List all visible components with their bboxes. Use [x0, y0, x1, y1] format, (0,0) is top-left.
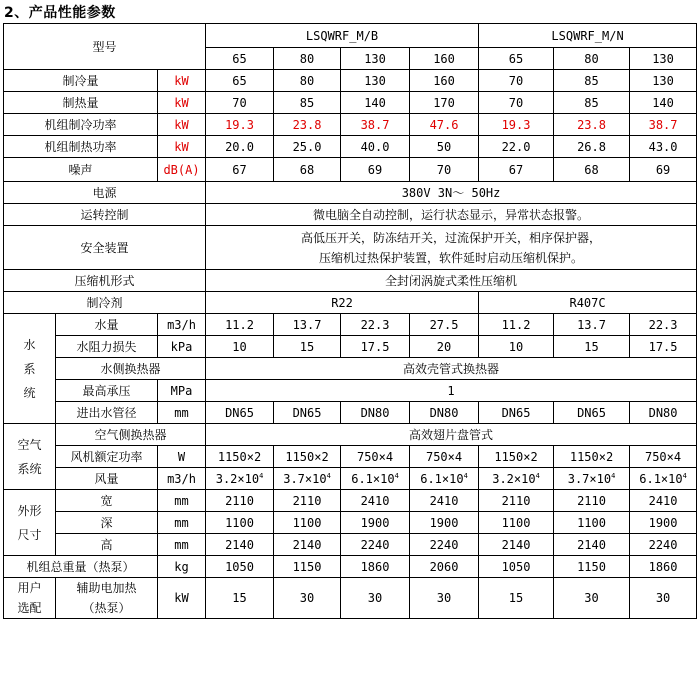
value-cell: 130 [341, 70, 410, 92]
group-line: 选配 [17, 601, 42, 615]
row-label: 机组制冷功率 [4, 114, 158, 136]
value-cell: 2240 [630, 534, 697, 556]
power-row [4, 182, 697, 204]
value-cell: 750×4 [630, 446, 697, 468]
unit-cell: kW [158, 92, 206, 114]
airflow-exp: 4 [535, 471, 540, 480]
value-cell: 2110 [206, 490, 274, 512]
value-cell: DN80 [341, 402, 410, 424]
value-cell: 13.7 [554, 314, 630, 336]
value-cell: 19.3 [206, 114, 274, 136]
pipe-row [4, 402, 697, 424]
unit-cell: MPa [158, 380, 206, 402]
value-cell: 11.2 [206, 314, 274, 336]
unit-cell: kPa [158, 336, 206, 358]
group-option [4, 578, 56, 619]
value-cell: 30 [410, 578, 479, 619]
value-wide: 高效壳管式换热器 [206, 358, 697, 380]
airflow-base: 3.7×10 [283, 471, 327, 486]
unit-cell: kW [158, 114, 206, 136]
value-cell: 1100 [274, 512, 341, 534]
spec-row [4, 136, 697, 158]
value-cell: 43.0 [630, 136, 697, 158]
value-cell [554, 468, 630, 490]
safety-line-1: 高低压开关，防冻结开关，过流保护开关，相序保护器， [301, 230, 602, 245]
unit-cell: kW [158, 70, 206, 92]
row-label: 风量 [56, 468, 158, 490]
value-cell: 1100 [554, 512, 630, 534]
airflow-base: 6.1×10 [639, 471, 683, 486]
airflow-base: 3.2×10 [492, 471, 536, 486]
value-cell: 750×4 [410, 446, 479, 468]
group-air [4, 424, 56, 490]
water-resist-row [4, 336, 697, 358]
row-label: 制冷剂 [4, 292, 206, 314]
value-cell: 10 [479, 336, 554, 358]
value-cell: 70 [479, 70, 554, 92]
compressor-row [4, 270, 697, 292]
value-cell: 22.3 [341, 314, 410, 336]
value-cell: 65 [206, 48, 274, 70]
airflow-exp: 4 [682, 471, 687, 480]
row-label: 制热量 [4, 92, 158, 114]
group-water [4, 314, 56, 424]
width-row [4, 490, 697, 512]
option-label-2: （热泵） [82, 601, 131, 615]
row-label: 运转控制 [4, 204, 206, 226]
value-cell: 38.7 [341, 114, 410, 136]
spec-row [4, 70, 697, 92]
model-mn: LSQWRF_M/N [479, 24, 697, 48]
row-label: 风机额定功率 [56, 446, 158, 468]
refrigerant-mb: R22 [206, 292, 479, 314]
group-line: 外形 [17, 503, 42, 518]
weight-row [4, 556, 697, 578]
value-cell: 23.8 [274, 114, 341, 136]
value-cell: 22.3 [630, 314, 697, 336]
value-cell: 140 [341, 92, 410, 114]
value-cell: 50 [410, 136, 479, 158]
unit-cell: kg [158, 556, 206, 578]
value-cell: 13.7 [274, 314, 341, 336]
value-cell: 15 [479, 578, 554, 619]
row-label: 高 [56, 534, 158, 556]
row-label: 宽 [56, 490, 158, 512]
value-cell: 26.8 [554, 136, 630, 158]
value-cell: 1150×2 [206, 446, 274, 468]
unit-cell: kW [158, 136, 206, 158]
unit-cell: mm [158, 512, 206, 534]
spec-row [4, 92, 697, 114]
header-row [4, 24, 697, 48]
row-label [56, 578, 158, 619]
value-cell: 2060 [410, 556, 479, 578]
unit-cell: m3/h [158, 314, 206, 336]
group-char: 统 [23, 385, 36, 400]
value-cell: 2110 [479, 490, 554, 512]
value-cell: 20.0 [206, 136, 274, 158]
value-cell: 1100 [206, 512, 274, 534]
value-cell: 2240 [341, 534, 410, 556]
value-cell [341, 468, 410, 490]
value-cell [410, 468, 479, 490]
row-label: 水侧换热器 [56, 358, 206, 380]
performance-table [3, 23, 697, 619]
value-wide: 高效翅片盘管式 [206, 424, 697, 446]
unit-cell: kW [158, 578, 206, 619]
value-cell: DN80 [410, 402, 479, 424]
row-label: 进出水管径 [56, 402, 158, 424]
value-wide: 1 [206, 380, 697, 402]
value-cell: 67 [206, 158, 274, 182]
value-cell: 15 [554, 336, 630, 358]
value-cell: DN65 [479, 402, 554, 424]
value-wide: 全封闭涡旋式柔性压缩机 [206, 270, 697, 292]
value-cell: 30 [341, 578, 410, 619]
group-dims [4, 490, 56, 556]
control-row [4, 204, 697, 226]
value-cell: 2140 [206, 534, 274, 556]
pressure-row [4, 380, 697, 402]
value-cell: 11.2 [479, 314, 554, 336]
row-label: 电源 [4, 182, 206, 204]
value-cell [206, 468, 274, 490]
airflow-row [4, 468, 697, 490]
value-cell: 2140 [479, 534, 554, 556]
group-line: 空气 [17, 437, 42, 452]
option-row [4, 578, 697, 619]
value-wide: 微电脑全自动控制，运行状态显示，异常状态报警。 [206, 204, 697, 226]
value-cell: 1860 [341, 556, 410, 578]
value-cell: 750×4 [341, 446, 410, 468]
value-cell: 1150×2 [554, 446, 630, 468]
value-cell: 1860 [630, 556, 697, 578]
airflow-exp: 4 [394, 471, 399, 480]
value-cell: 70 [206, 92, 274, 114]
value-cell: 38.7 [630, 114, 697, 136]
row-label: 安全装置 [4, 226, 206, 270]
value-wide: 380V 3N～ 50Hz [206, 182, 697, 204]
airflow-base: 6.1×10 [351, 471, 395, 486]
value-cell: 1050 [206, 556, 274, 578]
value-cell: 15 [206, 578, 274, 619]
value-cell: 2240 [410, 534, 479, 556]
water-exchanger-row [4, 358, 697, 380]
value-cell: 65 [479, 48, 554, 70]
unit-cell: W [158, 446, 206, 468]
fan-power-row [4, 446, 697, 468]
value-cell: 69 [630, 158, 697, 182]
value-cell: 2410 [410, 490, 479, 512]
value-cell: 70 [479, 92, 554, 114]
unit-cell: m3/h [158, 468, 206, 490]
row-label: 机组总重量（热泵） [4, 556, 158, 578]
row-label: 最高承压 [56, 380, 158, 402]
unit-cell: mm [158, 402, 206, 424]
value-cell: 17.5 [630, 336, 697, 358]
airflow-exp: 4 [326, 471, 331, 480]
value-cell: 1150×2 [274, 446, 341, 468]
value-cell: 1900 [410, 512, 479, 534]
value-cell [630, 468, 697, 490]
row-label: 制冷量 [4, 70, 158, 92]
spec-row [4, 114, 697, 136]
value-cell: 80 [274, 70, 341, 92]
value-cell: 140 [630, 92, 697, 114]
value-cell: 68 [274, 158, 341, 182]
airflow-exp: 4 [611, 471, 616, 480]
model-mb: LSQWRF_M/B [206, 24, 479, 48]
value-cell [274, 468, 341, 490]
value-cell: 20 [410, 336, 479, 358]
safety-row [4, 226, 697, 270]
value-cell: 23.8 [554, 114, 630, 136]
value-cell: 1100 [479, 512, 554, 534]
unit-cell: mm [158, 534, 206, 556]
model-label: 型号 [4, 24, 206, 70]
value-cell: 80 [274, 48, 341, 70]
value-cell: 160 [410, 70, 479, 92]
airflow-base: 3.2×10 [215, 471, 260, 486]
value-cell: 65 [206, 70, 274, 92]
value-cell: 1900 [341, 512, 410, 534]
row-label: 空气侧换热器 [56, 424, 206, 446]
row-label: 噪声 [4, 158, 158, 182]
row-label: 水量 [56, 314, 158, 336]
value-cell: DN80 [630, 402, 697, 424]
value-cell: 170 [410, 92, 479, 114]
row-label: 深 [56, 512, 158, 534]
section-heading: 2、产品性能参数 [4, 5, 116, 21]
value-cell: 70 [410, 158, 479, 182]
value-cell: 30 [554, 578, 630, 619]
height-row [4, 534, 697, 556]
airflow-exp: 4 [463, 471, 468, 480]
group-char: 水 [23, 337, 36, 352]
airflow-exp: 4 [259, 471, 264, 480]
value-cell: 2410 [341, 490, 410, 512]
value-cell: 27.5 [410, 314, 479, 336]
group-line: 系统 [17, 461, 42, 476]
value-cell: 1150 [554, 556, 630, 578]
value-cell: 19.3 [479, 114, 554, 136]
value-cell: 160 [410, 48, 479, 70]
row-label: 压缩机形式 [4, 270, 206, 292]
value-cell: 1050 [479, 556, 554, 578]
value-cell: 30 [274, 578, 341, 619]
spec-row [4, 158, 697, 182]
value-cell: 85 [554, 70, 630, 92]
value-cell: 80 [554, 48, 630, 70]
value-cell: 17.5 [341, 336, 410, 358]
value-cell: 69 [341, 158, 410, 182]
value-cell: 2110 [274, 490, 341, 512]
safety-line-2: 压缩机过热保护装置，软件延时启动压缩机保护。 [319, 250, 584, 265]
airflow-base: 3.7×10 [567, 471, 612, 486]
value-cell: 2410 [630, 490, 697, 512]
row-label: 水阻力损失 [56, 336, 158, 358]
value-cell: 2140 [554, 534, 630, 556]
value-cell: DN65 [274, 402, 341, 424]
air-exchanger-row [4, 424, 697, 446]
value-cell: 2110 [554, 490, 630, 512]
value-cell: 130 [341, 48, 410, 70]
option-label-1: 辅助电加热 [76, 581, 137, 595]
value-cell: DN65 [554, 402, 630, 424]
group-line: 尺寸 [17, 527, 42, 542]
value-cell: 10 [206, 336, 274, 358]
depth-row [4, 512, 697, 534]
airflow-base: 6.1×10 [420, 471, 464, 486]
value-cell: 85 [554, 92, 630, 114]
value-cell: 2140 [274, 534, 341, 556]
value-cell: 47.6 [410, 114, 479, 136]
value-cell: 68 [554, 158, 630, 182]
value-cell: 85 [274, 92, 341, 114]
unit-cell: mm [158, 490, 206, 512]
refrigerant-mn: R407C [479, 292, 697, 314]
value-cell: DN65 [206, 402, 274, 424]
value-cell: 1150×2 [479, 446, 554, 468]
water-flow-row [4, 314, 697, 336]
unit-cell: dB(A) [158, 158, 206, 182]
row-label: 机组制热功率 [4, 136, 158, 158]
value-cell: 25.0 [274, 136, 341, 158]
value-cell: 67 [479, 158, 554, 182]
value-cell: 30 [630, 578, 697, 619]
value-wide [206, 226, 697, 270]
group-line: 用户 [17, 581, 42, 595]
value-cell: 1150 [274, 556, 341, 578]
value-cell: 130 [630, 70, 697, 92]
value-cell: 1900 [630, 512, 697, 534]
value-cell: 130 [630, 48, 697, 70]
group-char: 系 [23, 361, 36, 376]
value-cell: 15 [274, 336, 341, 358]
value-cell [479, 468, 554, 490]
value-cell: 22.0 [479, 136, 554, 158]
refrigerant-row [4, 292, 697, 314]
value-cell: 40.0 [341, 136, 410, 158]
